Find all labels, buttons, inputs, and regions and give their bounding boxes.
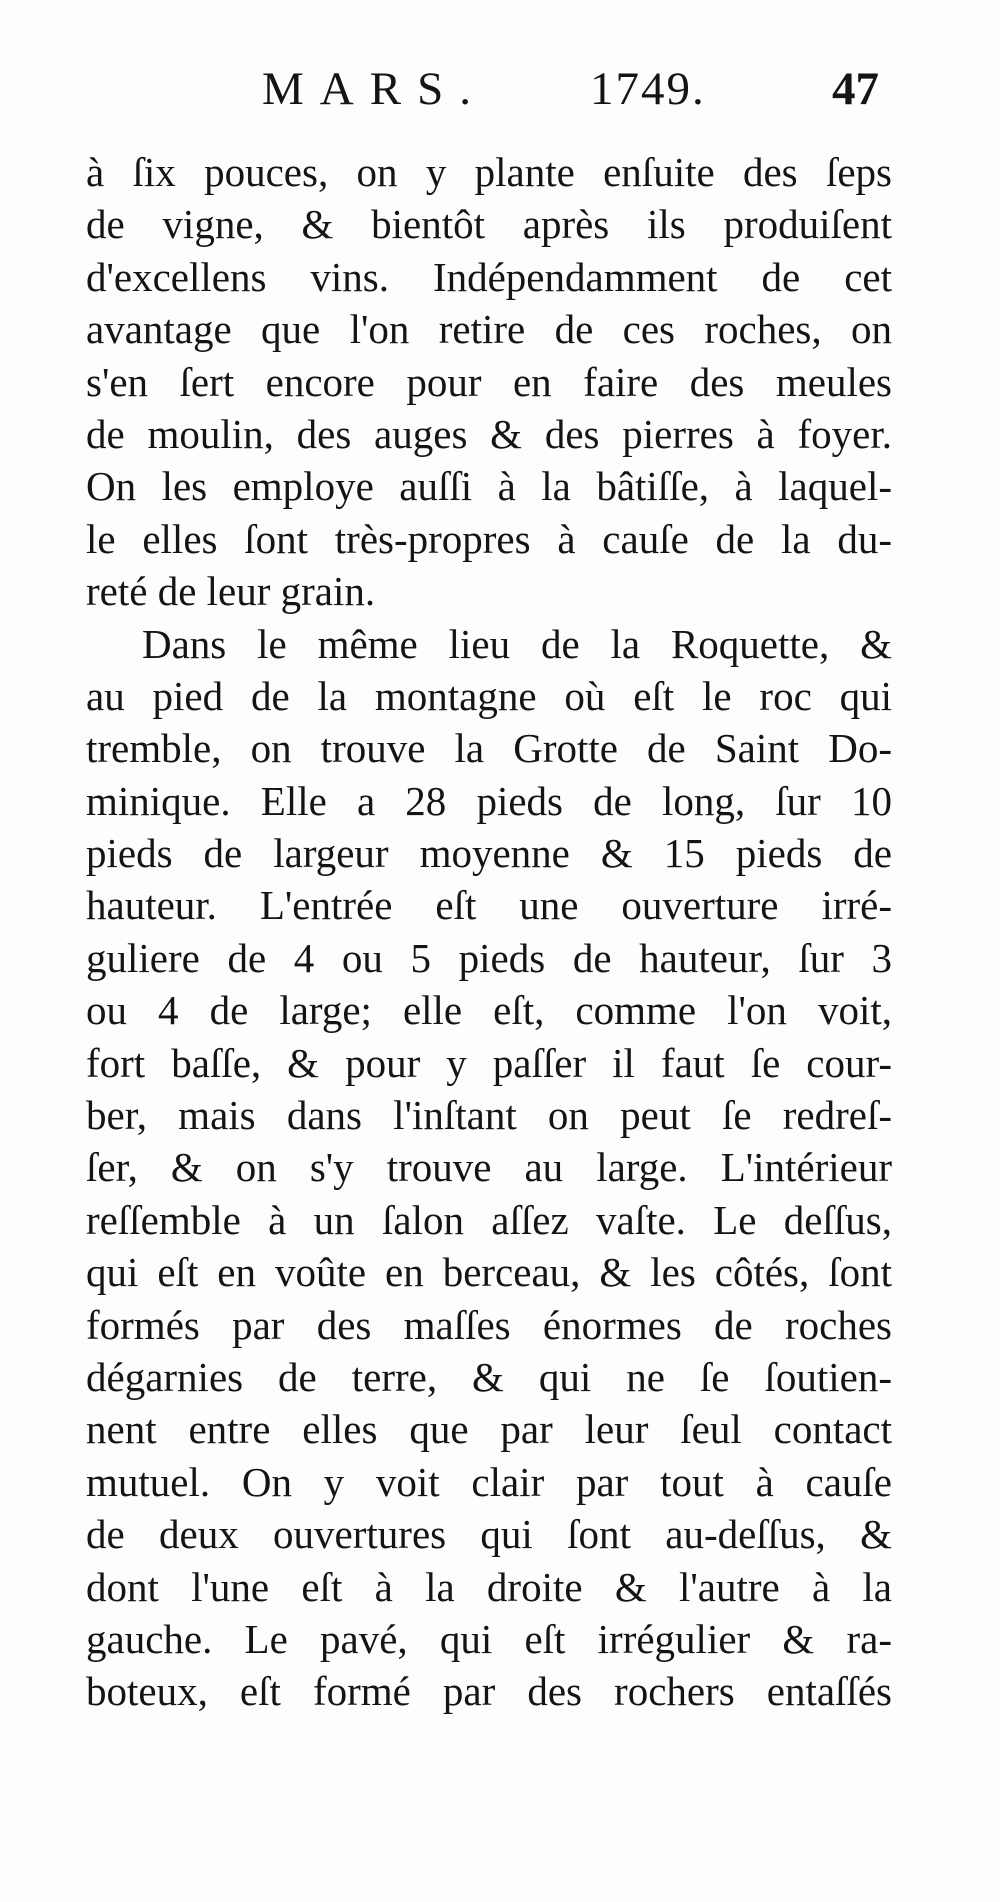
text-line: mutuel. On y voit clair par tout à cauſe: [86, 1458, 892, 1505]
text-line: reté de leur grain.: [86, 568, 376, 615]
text-line: minique. Elle a 28 pieds de long, ſur 10: [86, 777, 892, 824]
header-month: MARS.: [262, 63, 487, 115]
text-line: formés par des maſſes énormes de roches: [86, 1301, 892, 1348]
text-line: au pied de la montagne où eſt le roc qui: [86, 672, 892, 719]
page-number: 47: [832, 63, 879, 115]
text-line: ſer, & on s'y trouve au large. L'intérieur: [86, 1144, 892, 1191]
text-line: à ſix pouces, on y plante enſuite des ſeps: [86, 149, 892, 195]
text-line: dégarnies de terre, & qui ne ſe ſoutien-: [86, 1353, 892, 1400]
text-line: Dans le même lieu de la Roquette, &: [142, 620, 892, 667]
text-line: ber, mais dans l'inſtant on peut ſe redreſ-: [86, 1092, 892, 1139]
header-year: 1749.: [590, 63, 706, 115]
text-line: d'excellens vins. Indépendamment de cet: [86, 253, 892, 300]
text-line: On les employe auſſi à la bâtiſſe, à laquel-: [86, 463, 892, 510]
running-header: [0, 62, 1000, 132]
text-line: nent entre elles que par leur ſeul contact: [86, 1406, 892, 1453]
text-line: de deux ouvertures qui ſont au-deſſus, &: [86, 1511, 892, 1558]
text-line: qui eſt en voûte en berceau, & les côtés, ſont: [86, 1249, 892, 1296]
text-line: ou 4 de large; elle eſt, comme l'on voit,: [86, 987, 892, 1034]
text-line: pieds de largeur moyenne & 15 pieds de: [86, 830, 892, 877]
text-line: de moulin, des auges & des pierres à foyer.: [86, 410, 892, 457]
text-line: le elles ſont très-propres à cauſe de la du-: [86, 515, 892, 562]
text-line: fort baſſe, & pour y paſſer il faut ſe cour-: [86, 1039, 892, 1086]
text-line: boteux, eſt formé par des rochers entaſſés: [86, 1668, 892, 1715]
text-line: guliere de 4 ou 5 pieds de hauteur, ſur 3: [86, 934, 892, 981]
text-line: dont l'une eſt à la droite & l'autre à la: [86, 1563, 892, 1610]
text-line: reſſemble à un ſalon aſſez vaſte. Le deſſus,: [86, 1196, 892, 1243]
text-line: tremble, on trouve la Grotte de Saint Do-: [86, 725, 892, 772]
text-line: s'en ſert encore pour en faire des meules: [86, 358, 892, 405]
body-text: [86, 146, 892, 1718]
text-line: de vigne, & bientôt après ils produiſent: [86, 201, 892, 248]
text-line: hauteur. L'entrée eſt une ouverture irré-: [86, 882, 892, 929]
text-line: avantage que l'on retire de ces roches, on: [86, 306, 892, 353]
text-line: gauche. Le pavé, qui eſt irrégulier & ra-: [86, 1615, 892, 1662]
